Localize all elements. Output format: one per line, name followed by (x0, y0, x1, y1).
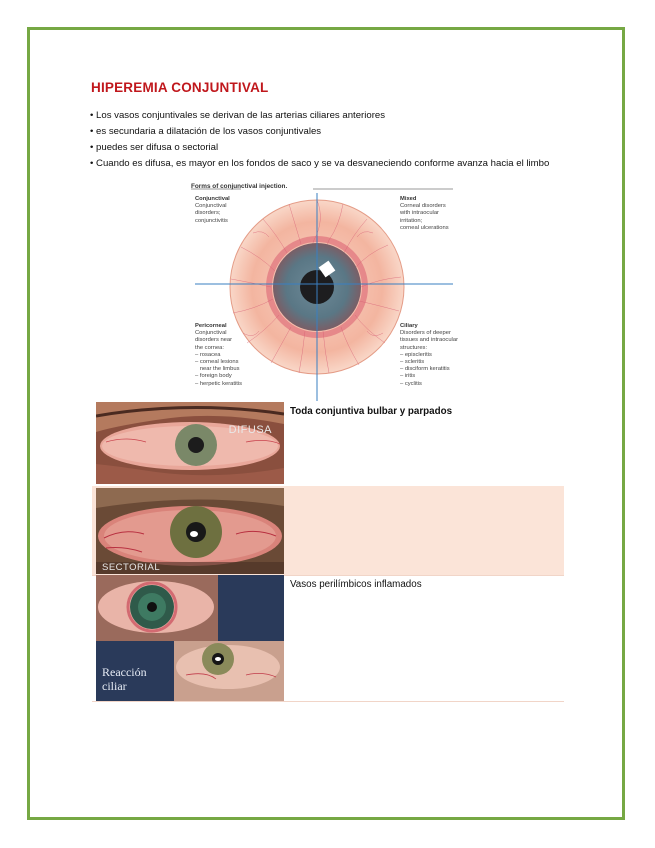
ciliary-image-label: Reacción ciliar (102, 665, 147, 693)
diagram-title: Forms of conjunctival injection. (191, 183, 288, 190)
pericorneal-heading: Pericorneal (195, 323, 227, 329)
pericorneal-line: – corneal lesions (195, 359, 239, 366)
mixed-heading: Mixed (400, 196, 417, 202)
pericorneal-label (195, 323, 257, 388)
ciliary-line: – iritis (400, 373, 416, 380)
pericorneal-line: the cornea: (195, 344, 225, 351)
injection-diagram (183, 183, 458, 405)
sectorial-image-label: SECTORIAL (102, 562, 161, 573)
pericorneal-line: near the limbus (195, 366, 240, 373)
bullet-item: • es secundaria a dilatación de los vasos conjuntivales (90, 126, 322, 137)
mixed-line: with intraocular (400, 210, 439, 217)
pericorneal-line: – rosacea (195, 351, 221, 358)
page-title: HIPEREMIA CONJUNTIVAL (91, 80, 269, 95)
table-row (92, 402, 564, 487)
bullet-item: • puedes ser difusa o sectorial (90, 142, 219, 153)
table-row (92, 575, 564, 702)
ciliary-label (400, 323, 460, 388)
sectorial-photo (96, 488, 284, 574)
ciliary-line: Disorders of deeper (400, 330, 451, 337)
ciliary-heading: Ciliary (400, 323, 418, 329)
table-row (92, 486, 564, 576)
pericorneal-line: – foreign body (195, 373, 232, 380)
diffuse-photo (96, 402, 284, 484)
pericorneal-line: disorders near (195, 337, 233, 344)
conjunctival-line: Conjunctival (195, 203, 227, 210)
mixed-line: corneal ulcerations (400, 224, 449, 231)
conjunctival-label (195, 196, 265, 225)
ciliary-line: – disciform keratitis (400, 366, 450, 373)
conjunctival-line: disorders; (195, 210, 221, 217)
ciliary-line: structures: (400, 344, 428, 351)
mixed-label (400, 196, 458, 232)
row-text: Toda conjuntiva bulbar y parpados (290, 406, 453, 417)
conjunctival-line: conjunctivitis (195, 217, 228, 224)
row-text: Vasos perilímbicos inflamados (290, 579, 422, 590)
ciliary-line: – scleritis (400, 359, 425, 366)
conjunctival-heading: Conjunctival (195, 196, 230, 202)
ciliary-line: – cyclitis (400, 380, 422, 387)
ciliary-line: tissues and intraocular (400, 337, 459, 344)
pericorneal-line: Conjunctival (195, 330, 227, 337)
ciliary-photo (96, 575, 284, 701)
ciliary-line: – episcleritis (400, 351, 432, 358)
bullet-item: • Cuando es difusa, es mayor en los fondos de saco y se va desvaneciendo conforme avanza hacia el limbo (90, 158, 550, 169)
mixed-line: Corneal disorders (400, 203, 446, 210)
pericorneal-line: – herpetic keratitis (195, 380, 243, 387)
bullet-list (90, 108, 570, 172)
diffuse-image-label: DIFUSA (228, 424, 272, 436)
mixed-line: irritation; (400, 217, 423, 224)
bullet-item: • Los vasos conjuntivales se derivan de las arterias ciliares anteriores (90, 110, 386, 121)
